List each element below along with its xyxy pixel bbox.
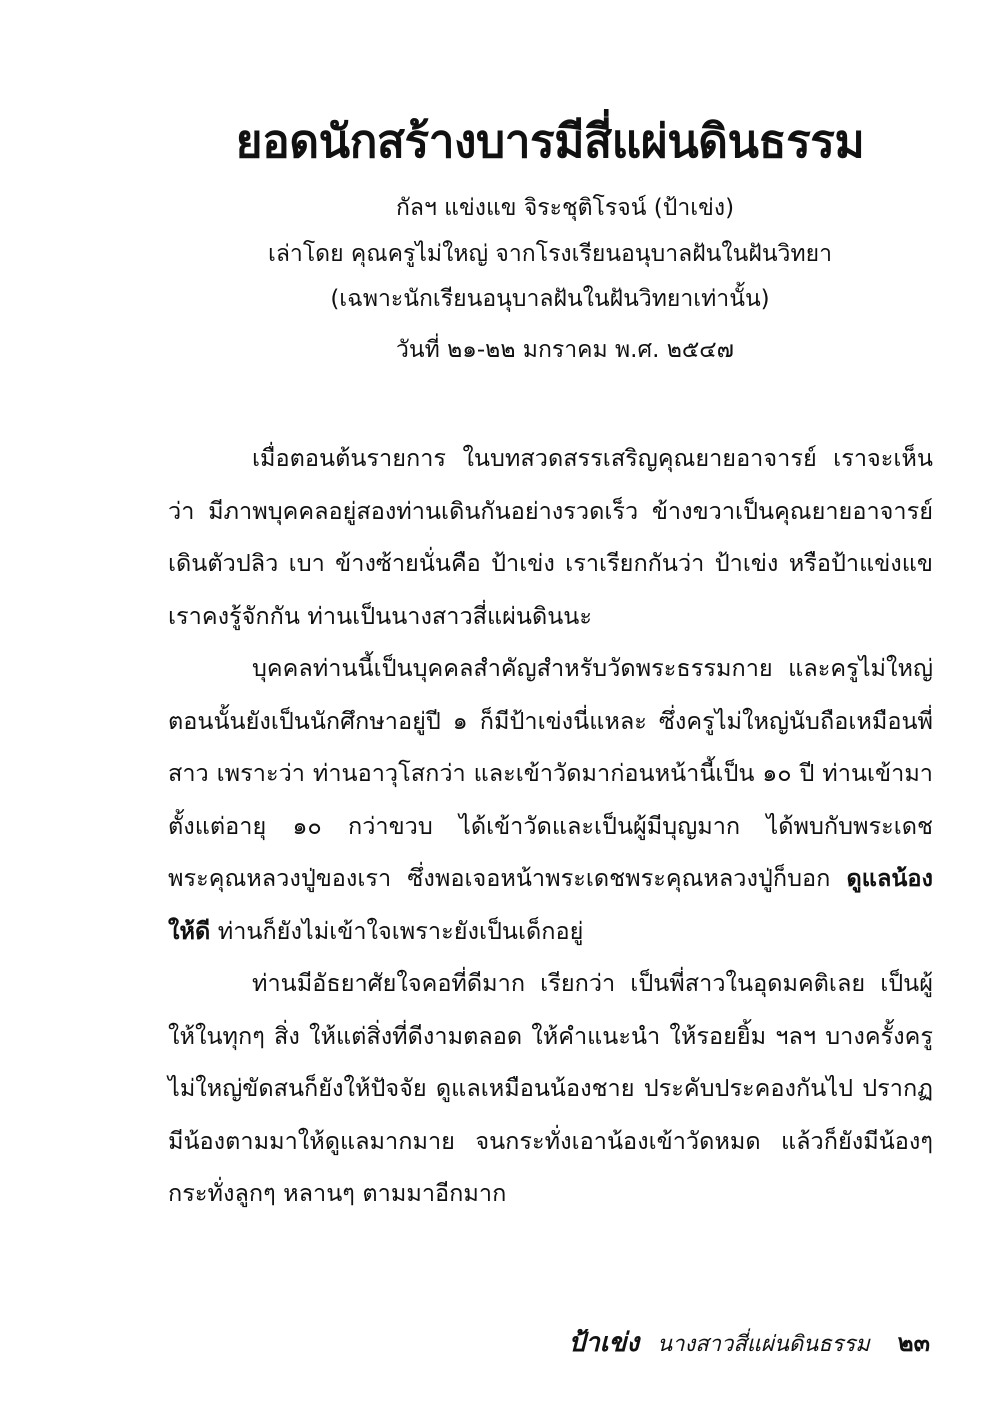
audience-note: (เฉพาะนักเรียนอนุบาลฝันในฝันวิทยาเท่านั้น) [330,286,770,312]
footer-book-title: นางสาวสี่แผ่นดินธรรม [657,1332,870,1357]
paragraph-2 [168,642,933,957]
body-text [168,432,933,1220]
paragraph-2-text-start: บุคคลท่านนี้เป็นบุคคลสำคัญสำหรับวัดพระธรรมกาย และครูไม่ใหญ่ ตอนนั้นยังเป็นนักศึกษาอยู่ปี ๑ ก็มีป้าเข่งนี่แหละ ซึ่งครูไม่ใหญ่นับถือเหมือนพี่สาว เพราะว่า ท่านอาวุโสกว่า และเข้าวัดมาก่อนหน้านี้เป็น ๑๐ ปี ท่านเข้ามาตั้งแต่อายุ ๑๐ กว่าขวบ ได้เข้าวัดและเป็นผู้มีบุญมาก ได้พบกับพระเดชพระคุณหลวงปู่ของเรา ซึ่งพอเจอหน้าพระเดชพระคุณหลวงปู่ก็บอก [168,654,933,892]
paragraph-3: ท่านมีอัธยาศัยใจคอที่ดีมาก เรียกว่า เป็นพี่สาวในอุดมคติเลย เป็นผู้ให้ในทุกๆ สิ่ง ให้แต่สิ่งที่ดีงามตลอด ให้คำแนะนำ ให้รอยยิ้ม ฯลฯ บางครั้งครูไม่ใหญ่ขัดสนก็ยังให้ปัจจัย ดูแลเหมือนน้องชาย ประคับประคองกันไป ปรากฏมีน้องตามมาให้ดูแลมากมาย จนกระทั่งเอาน้องเข้าวัดหมด แล้วก็ยังมีน้องๆ กระทั่งลูกๆ หลานๆ ตามมาอีกมาก [168,969,933,1207]
paragraph-1: เมื่อตอนต้นรายการ ในบทสวดสรรเสริญคุณยายอาจารย์ เราจะเห็นว่า มีภาพบุคคลอยู่สองท่านเดินกันอย่างรวดเร็ว ข้างขวาเป็นคุณยายอาจารย์เดินตัวปลิว เบา ข้างซ้ายนั่นคือ ป้าเข่ง เราเรียกกันว่า ป้าเข่ง หรือป้าแข่งแข เราคงรู้จักกัน ท่านเป็นนางสาวสี่แผ่นดินนะ [168,444,933,630]
page-title: ยอดนักสร้างบารมีสี่แผ่นดินธรรม [235,114,865,168]
date-line: วันที่ ๒๑-๒๒ มกราคม พ.ศ. ๒๕๔๗ [396,337,734,363]
author-line: กัลฯ แข่งแข จิระชุติโรจน์ (ป้าเข่ง) [395,195,735,221]
paragraph-2-bold-phrase: ดูแลน้องให้ดี [168,864,933,945]
page-footer [569,1322,930,1366]
paragraph-2-text-end: ท่านก็ยังไม่เข้าใจเพราะยังเป็นเด็กอยู่ [210,916,584,945]
footer-name: ป้าเข่ง [568,1328,640,1358]
page-number: ๒๓ [897,1329,930,1357]
narrator-line: เล่าโดย คุณครูไม่ใหญ่ จากโรงเรียนอนุบาลฝันในฝันวิทยา [267,241,833,267]
